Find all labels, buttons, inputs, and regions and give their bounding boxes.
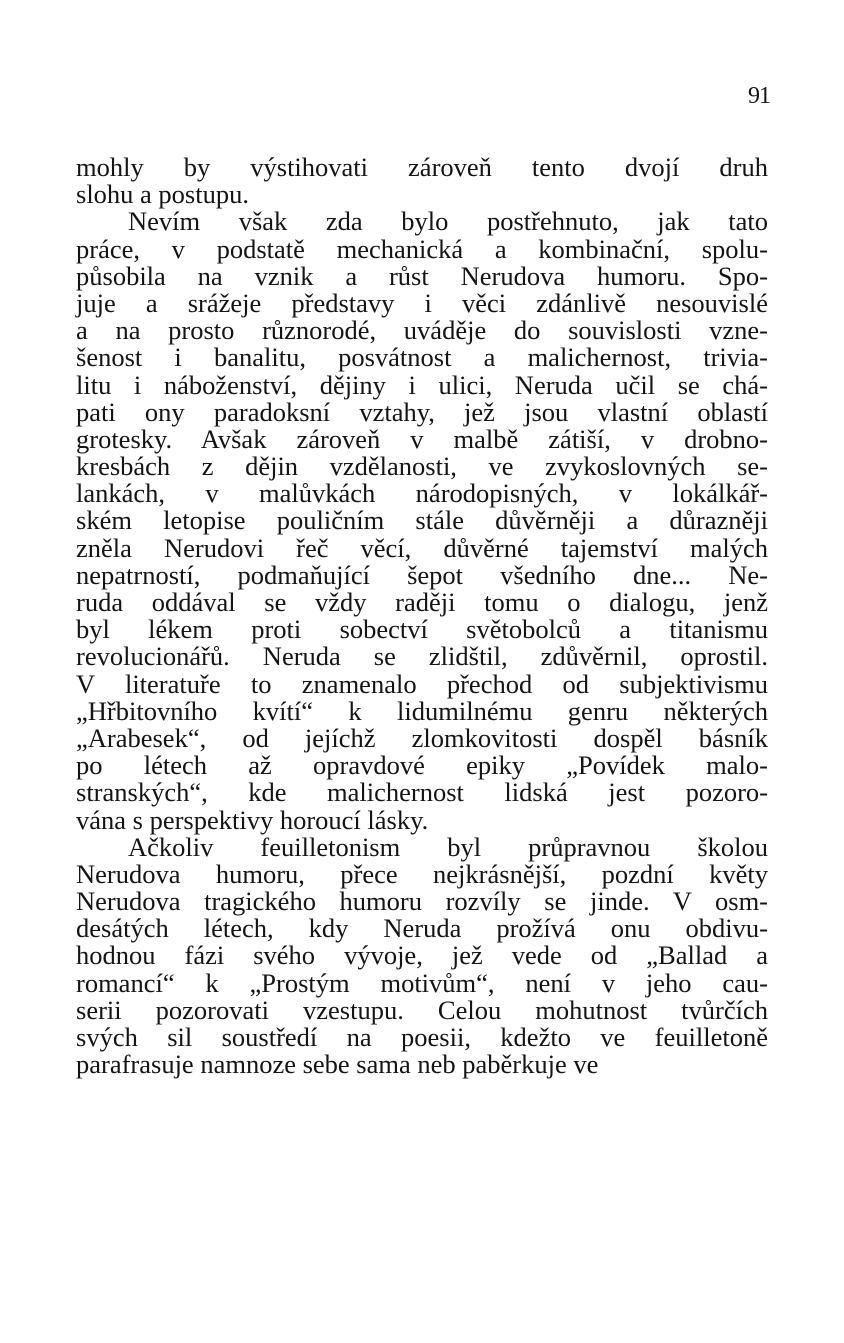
body-text (76, 154, 768, 1078)
text-line: Nevím však zda bylo postřehnuto, jak tato (128, 206, 768, 237)
text-line: byl lékem proti sobectví světobolců a titanismu (76, 614, 768, 645)
text-line: hodnou fázi svého vývoje, jež vede od „Ballad a (76, 940, 768, 971)
text-line: mohly by výstihovati zároveň tento dvojí druh (76, 152, 768, 182)
text-line: V literatuře to znamenalo přechod od subjektivismu (76, 668, 768, 699)
text-line: slohu a postupu. (76, 179, 249, 210)
text-line: ruda oddával se vždy raději tomu o dialogu, jenž (76, 587, 768, 617)
text-line: parafrasuje namnoze sebe sama neb paběrkuje ve (76, 1049, 599, 1080)
text-line: šenost i banalitu, posvátnost a malichernost, trivia- (76, 342, 768, 373)
text-line: „Hřbitovního kvítí“ k lidumilnému genru některých (76, 695, 768, 726)
text-line: juje a srážeje představy i věci zdánlivě nesouvislé (76, 287, 768, 318)
paragraph (76, 831, 768, 1080)
text-line: lankách, v malůvkách národopisných, v lokálkář- (76, 478, 768, 509)
text-line: Ačkoliv feuilletonism byl průpravnou školou (128, 831, 768, 862)
text-line: desátých létech, kdy Neruda prožívá onu obdivu- (76, 913, 768, 944)
text-line: romancí“ k „Prostým motivům“, není v jeho cau- (76, 967, 768, 998)
text-line: a na prosto různorodé, uváděje do souvislosti vzne- (76, 315, 768, 346)
text-line: pati ony paradoksní vztahy, jež jsou vlastní oblastí (76, 396, 768, 427)
text-line: kresbách z dějin vzdělanosti, ve zvykoslovných se- (76, 451, 768, 482)
text-line: svých sil soustředí na poesii, kdežto ve feuilletoně (76, 1022, 768, 1052)
text-line: po létech až opravdové epiky „Povídek malo- (76, 750, 768, 781)
text-line: práce, v podstatě mechanická a kombinační, spolu- (76, 233, 768, 264)
text-line: Nerudova tragického humoru rozvíly se jinde. V osm- (76, 886, 768, 917)
text-line: litu i náboženství, dějiny i ulici, Neruda učil se chá- (76, 369, 768, 400)
page-number: 91 (748, 83, 770, 109)
text-line: revolucionářů. Neruda se zlidštil, zdůvěrnil, oprostil. (76, 641, 768, 672)
text-line: „Arabesek“, od jejíchž zlomkovitosti dospěl básník (76, 722, 768, 753)
text-line: Nerudova humoru, přece nejkrásnější, pozdní květy (76, 858, 768, 889)
text-line: grotesky. Avšak zároveň v malbě zátiší, v drobno- (76, 423, 768, 454)
paragraph (76, 208, 768, 833)
text-line: stranských“, kde malichernost lidská jest pozoro- (76, 777, 768, 808)
paragraph (76, 154, 768, 208)
text-line: serii pozorovati vzestupu. Celou mohutnost tvůrčích (76, 994, 768, 1025)
text-line: ském letopise pouličním stále důvěrněji a důrazněji (76, 505, 768, 536)
text-line: vána s perspektivy horoucí lásky. (76, 804, 429, 835)
text-line: působila na vznik a růst Nerudova humoru. Spo- (76, 260, 768, 291)
text-line: zněla Nerudovi řeč věcí, důvěrné tajemství malých (76, 532, 768, 563)
text-line: nepatrností, podmaňující šepot všedního dne... Ne- (76, 559, 768, 590)
